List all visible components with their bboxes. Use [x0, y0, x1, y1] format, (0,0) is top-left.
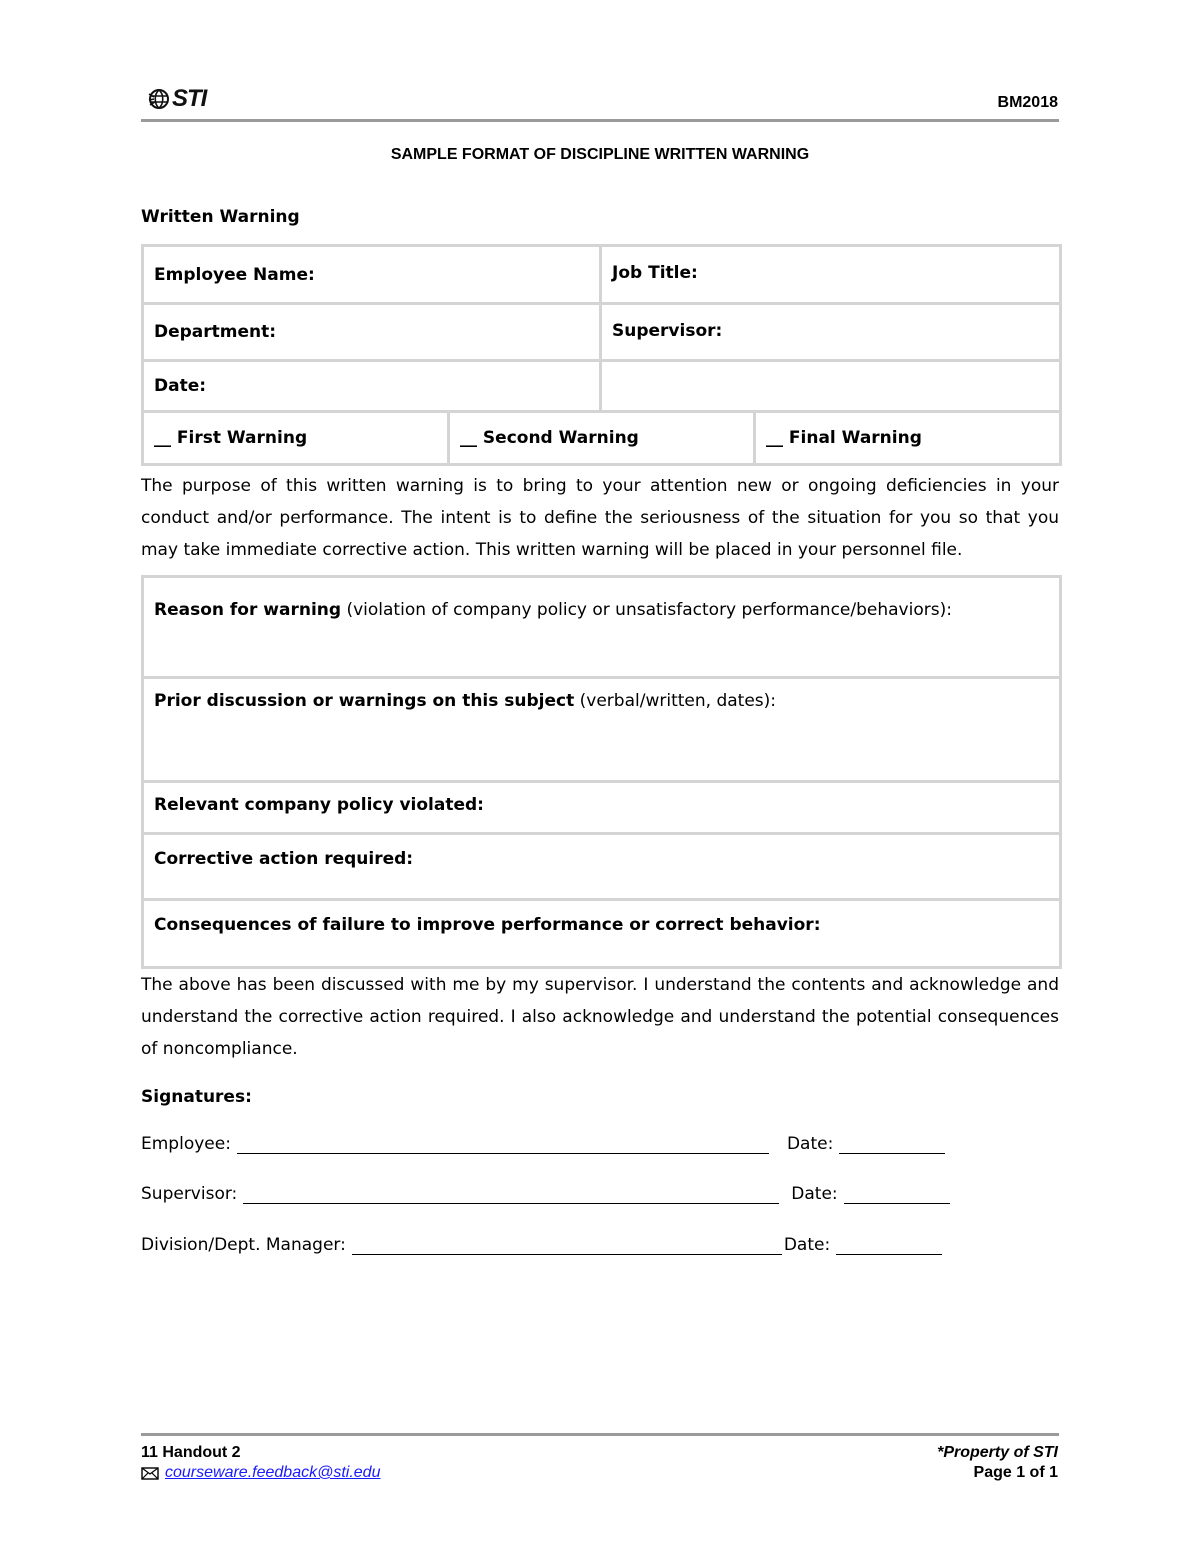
feedback-email-row	[141, 1464, 380, 1482]
globe-icon	[148, 88, 170, 110]
supervisor-date-label: Date:	[791, 1184, 838, 1204]
date-label: Date:	[154, 376, 207, 396]
doc-code: BM2018	[997, 94, 1058, 111]
manager-signature-row	[141, 1235, 942, 1255]
header-rule	[141, 119, 1059, 122]
department-label: Department:	[154, 322, 277, 342]
manager-signature-label: Division/Dept. Manager:	[141, 1235, 346, 1255]
document-title: SAMPLE FORMAT OF DISCIPLINE WRITTEN WARNING	[390, 146, 810, 163]
manager-date-label: Date:	[783, 1235, 831, 1255]
employee-signature-row	[141, 1134, 945, 1154]
warning-level-table	[141, 410, 1062, 466]
consequences-field[interactable]	[143, 900, 1061, 968]
corrective-action-field[interactable]	[143, 834, 1061, 900]
first-warning-option[interactable]	[143, 412, 449, 465]
supervisor-label: Supervisor:	[612, 321, 723, 341]
section-title: Written Warning	[141, 207, 300, 227]
final-warning-option[interactable]	[755, 412, 1061, 465]
page-number: Page 1 of 1	[973, 1464, 1058, 1481]
envelope-icon	[141, 1467, 159, 1480]
employee-name-label: Employee Name:	[154, 264, 315, 285]
supervisor-signature-label: Supervisor:	[141, 1184, 238, 1204]
consequences-label: Consequences of failure to improve performance or correct behavior:	[154, 915, 821, 935]
reason-field[interactable]	[143, 577, 1061, 678]
handout-label: 11 Handout 2	[141, 1444, 241, 1461]
job-title-label: Job Title:	[612, 263, 698, 283]
policy-violated-label: Relevant company policy violated:	[154, 795, 484, 815]
prior-discussion-label: Prior discussion or warnings on this subject	[154, 691, 575, 711]
reason-label: Reason for warning	[154, 600, 342, 620]
corrective-action-label: Corrective action required:	[154, 849, 414, 869]
feedback-email-link[interactable]: courseware.feedback@sti.edu	[165, 1464, 381, 1481]
property-notice: *Property of STI	[937, 1444, 1058, 1461]
policy-violated-field[interactable]	[143, 782, 1061, 834]
warning-details-table	[141, 575, 1062, 969]
employee-name-field[interactable]	[143, 246, 601, 304]
manager-signature-line[interactable]	[352, 1236, 782, 1255]
prior-discussion-field[interactable]	[143, 678, 1061, 782]
supervisor-signature-line[interactable]	[243, 1185, 779, 1204]
second-warning-option[interactable]	[449, 412, 755, 465]
footer-rule	[141, 1433, 1059, 1436]
first-warning-label: __ First Warning	[154, 428, 308, 448]
department-field[interactable]	[143, 304, 601, 361]
job-title-field[interactable]	[601, 246, 1061, 304]
empty-cell	[601, 361, 1061, 412]
employee-info-table	[141, 244, 1062, 413]
sti-logo	[148, 84, 210, 114]
acknowledgement-paragraph: The above has been discussed with me by my supervisor. I understand the contents and acknowledge and understand the corrective action required. I also acknowledge and understand the potential consequences of noncompliance.	[141, 975, 1059, 1059]
signatures-title: Signatures:	[141, 1087, 252, 1107]
second-warning-label: __ Second Warning	[460, 428, 639, 448]
reason-hint: (violation of company policy or unsatisfactory performance/behaviors):	[341, 600, 952, 620]
employee-signature-line[interactable]	[237, 1135, 769, 1154]
supervisor-field[interactable]	[601, 304, 1061, 361]
employee-date-line[interactable]	[839, 1135, 945, 1154]
employee-signature-label: Employee:	[141, 1134, 231, 1154]
final-warning-label: __ Final Warning	[766, 428, 922, 448]
supervisor-signature-row	[141, 1184, 950, 1204]
manager-date-line[interactable]	[836, 1236, 942, 1255]
prior-discussion-hint: (verbal/written, dates):	[574, 691, 776, 711]
logo-text: STI	[172, 85, 207, 112]
supervisor-date-line[interactable]	[844, 1185, 950, 1204]
date-field[interactable]	[143, 361, 601, 412]
employee-date-label: Date:	[786, 1134, 834, 1154]
purpose-paragraph: The purpose of this written warning is to bring to your attention new or ongoing deficiencies in your conduct and/or performance. The intent is to define the seriousness of the situation for you so that you may take immediate corrective action. This written warning will be placed in your personnel file.	[141, 476, 1059, 560]
